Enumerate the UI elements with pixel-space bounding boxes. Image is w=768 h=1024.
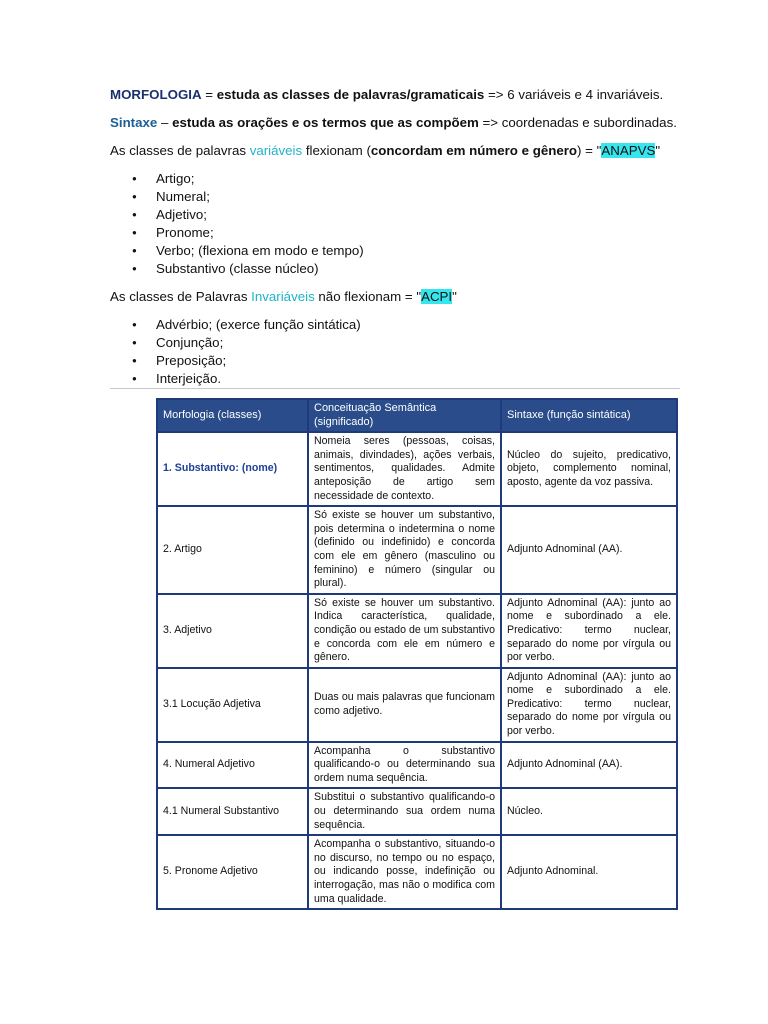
classes-table-image	[156, 398, 676, 905]
variaveis-after: ) = "	[577, 143, 602, 158]
table-cell-syntax: Adjunto Adnominal (AA): junto ao nome e subordinado a ele. Predicativo: termo nuclear, separado do nome por vírgula ou por verbo.	[501, 594, 677, 668]
table-cell-semantics: Substitui o substantivo qualificando-o ou determinando sua ordem numa sequência.	[308, 788, 501, 835]
table-cell-class: 2. Artigo	[157, 506, 308, 594]
list-item: ● Substantivo (classe núcleo)	[156, 260, 710, 278]
invariaveis-acronym: ACPI	[421, 289, 453, 304]
table-cell-syntax: Núcleo.	[501, 788, 677, 835]
invariaveis-mid: não flexionam = "	[314, 289, 422, 304]
morfologia-definition: estuda as classes de palavras/gramaticais	[216, 87, 485, 102]
table-cell-class: 3. Adjetivo	[157, 594, 308, 668]
invariaveis-close: "	[452, 289, 457, 304]
list-item: ● Artigo;	[156, 170, 710, 188]
list-item: ● Adjetivo;	[156, 206, 710, 224]
table-header-row	[157, 399, 677, 432]
variaveis-list	[110, 170, 710, 278]
sintaxe-line	[110, 114, 710, 132]
table-cell-semantics: Só existe se houver um substantivo, pois determina o indetermina o nome (definido ou indefinido) e concorda com ele em gênero (masculino ou feminino) e número (singular ou plural).	[308, 506, 501, 594]
morfologia-summary: => 6 variáveis e 4 invariáveis.	[484, 87, 664, 102]
table-cell-semantics: Acompanha o substantivo qualificando-o ou determinando sua ordem numa sequência.	[308, 742, 501, 789]
table-cell-class: 1. Substantivo: (nome)	[157, 432, 308, 506]
table-cell-class: 3.1 Locução Adjetiva	[157, 668, 308, 742]
table-cell-semantics: Só existe se houver um substantivo. Indica característica, qualidade, condição ou estado de um substantivo e concorda com ele em número e gênero.	[308, 594, 501, 668]
table-cell-class: 5. Pronome Adjetivo	[157, 835, 308, 909]
table-cell-semantics: Acompanha o substantivo, situando-o no discurso, no tempo ou no espaço, ou indicando posse, indefinição ou interrogação, mas não o modifica com uma qualidade.	[308, 835, 501, 909]
table-cell-semantics: Duas ou mais palavras que funcionam como adjetivo.	[308, 668, 501, 742]
table-row	[157, 594, 677, 668]
invariaveis-list	[110, 316, 710, 388]
document-body	[110, 86, 710, 398]
table-row	[157, 432, 677, 506]
table-cell-class: 4. Numeral Adjetivo	[157, 742, 308, 789]
classes-table	[156, 398, 678, 910]
list-item: ● Interjeição.	[156, 370, 710, 388]
variaveis-acronym: ANAPVS	[601, 143, 656, 158]
table-cell-semantics: Nomeia seres (pessoas, coisas, animais, divindades), ações verbais, sentimentos, qualidades. Admite anteposição de artigo sem necessidade de contexto.	[308, 432, 501, 506]
table-row	[157, 835, 677, 909]
invariaveis-keyword: Invariáveis	[251, 289, 315, 304]
morfologia-line	[110, 86, 710, 104]
table-row	[157, 788, 677, 835]
list-item: ● Pronome;	[156, 224, 710, 242]
list-item: ● Verbo; (flexiona em modo e tempo)	[156, 242, 710, 260]
invariaveis-line	[110, 288, 710, 306]
table-cell-syntax: Núcleo do sujeito, predicativo, objeto, complemento nominal, aposto, agente da voz passiva.	[501, 432, 677, 506]
table-cell-syntax: Adjunto Adnominal (AA): junto ao nome e subordinado a ele. Predicativo: termo nuclear, separado do nome por vírgula ou por verbo.	[501, 668, 677, 742]
list-item: ● Conjunção;	[156, 334, 710, 352]
header-sintaxe: Sintaxe (função sintática)	[501, 399, 677, 432]
list-item: ● Advérbio; (exerce função sintática)	[156, 316, 710, 334]
sintaxe-definition: estuda as orações e os termos que as compõem	[172, 115, 479, 130]
variaveis-prefix: As classes de palavras	[110, 143, 250, 158]
variaveis-mid: flexionam (	[302, 143, 371, 158]
table-row	[157, 506, 677, 594]
morfologia-term: MORFOLOGIA	[110, 87, 202, 102]
dash: –	[157, 115, 173, 130]
table-cell-syntax: Adjunto Adnominal (AA).	[501, 742, 677, 789]
invariaveis-prefix: As classes de Palavras	[110, 289, 252, 304]
variaveis-close: "	[655, 143, 661, 158]
table-cell-syntax: Adjunto Adnominal.	[501, 835, 677, 909]
variaveis-bold: concordam em número e gênero	[370, 143, 578, 158]
list-item: ● Preposição;	[156, 352, 710, 370]
sintaxe-term: Sintaxe	[110, 115, 158, 130]
table-cell-class: 4.1 Numeral Substantivo	[157, 788, 308, 835]
equals-sign: =	[201, 87, 217, 102]
variaveis-keyword: variáveis	[249, 143, 303, 158]
variaveis-line	[110, 142, 710, 160]
table-row	[157, 742, 677, 789]
table-cell-syntax: Adjunto Adnominal (AA).	[501, 506, 677, 594]
horizontal-divider	[110, 388, 680, 389]
list-item: ● Numeral;	[156, 188, 710, 206]
sintaxe-summary: => coordenadas e subordinadas.	[478, 115, 677, 130]
table-row	[157, 668, 677, 742]
header-morfologia: Morfologia (classes)	[157, 399, 308, 432]
header-conceituacao: Conceituação Semântica (significado)	[308, 399, 501, 432]
